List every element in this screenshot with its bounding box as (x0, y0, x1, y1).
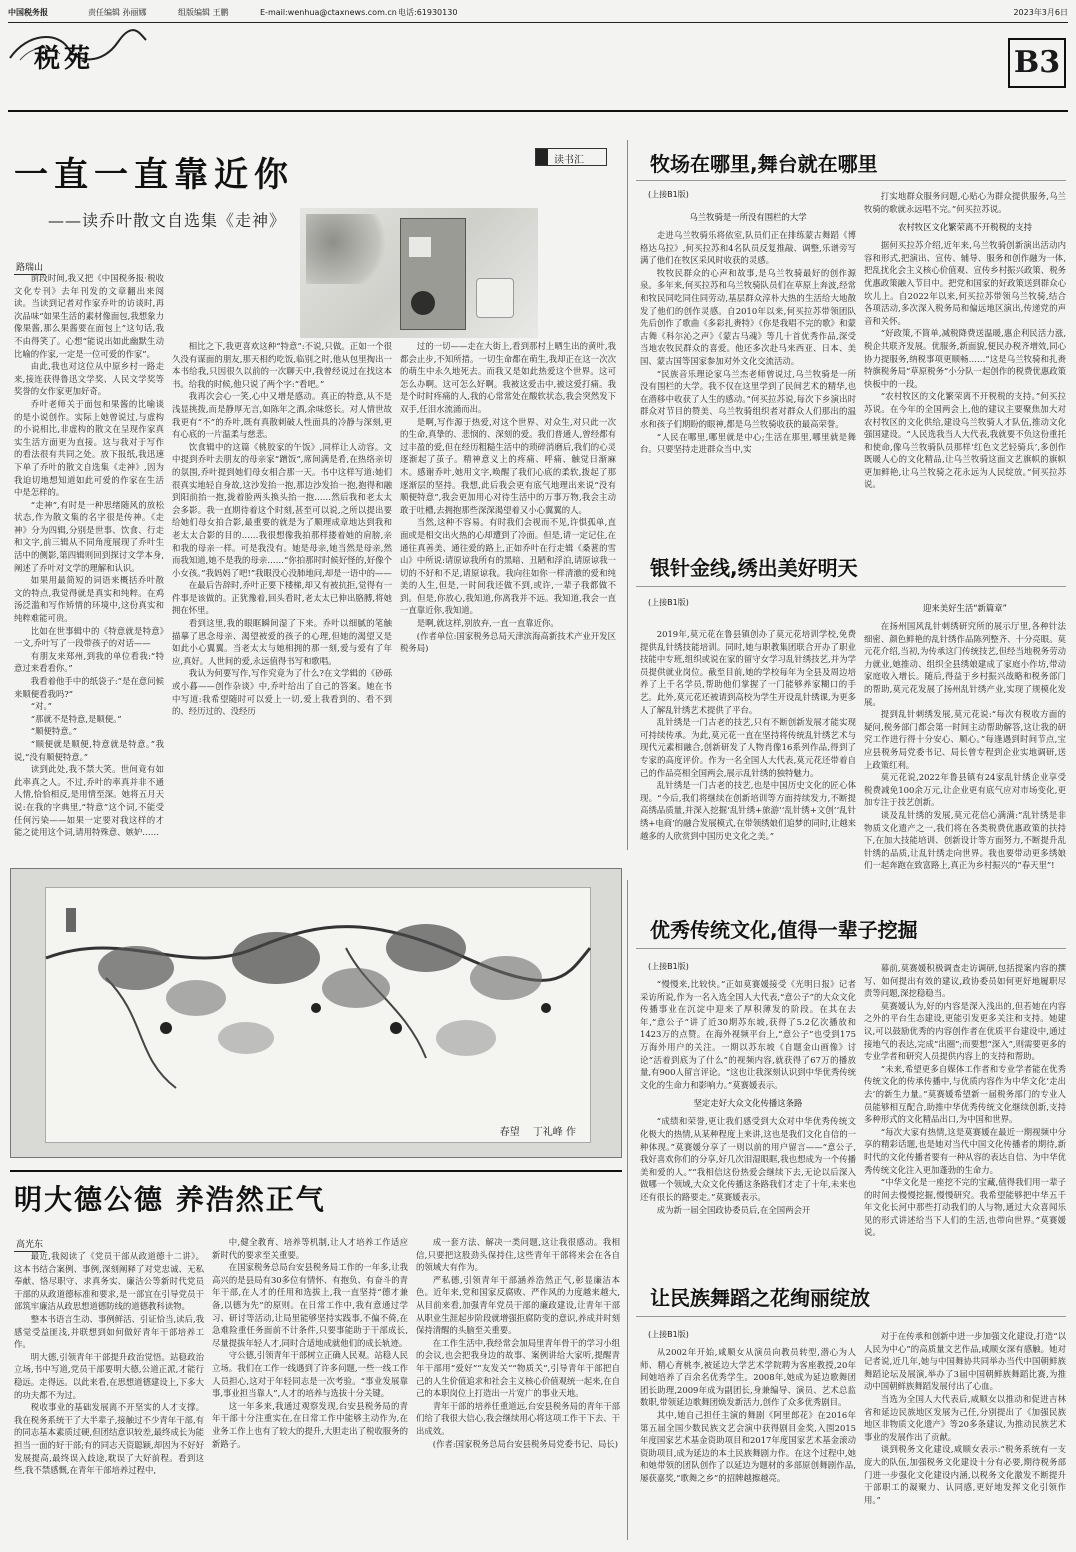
article5-title: 让民族舞蹈之花绚丽绽放 (650, 1286, 870, 1310)
ink-painting (46, 888, 590, 1142)
paper-name: 中国税务报 (8, 8, 48, 17)
page-number: B3 (1013, 45, 1061, 80)
paragraph: “农村牧区的文化繁荣离不开税税的支持。”何买拉苏说。在今年的全国两会上,他的建议主要聚焦加大对农村牧区的文化供给,建设乌兰牧骑人才队伍,推动文化强国建设。“人民选我当人大代表,我就要不负这份重托和使命,像乌兰牧骑队员那样‘红色文艺轻骑兵’,多创作既暖人心的文化精品,让乌兰牧骑这面文艺旗帜的旗帜更加鲜艳,让乌兰牧骑之花永远为人民绽放。”何买拉苏说。 (864, 391, 1066, 490)
email: E-mail:wenhua@ctaxnews.com.cn (260, 8, 397, 17)
article2-col1 (640, 205, 856, 530)
article3-title: 银针金线,绣出美好明天 (650, 556, 858, 580)
paragraph: 乔叶老师关于面包和果酱的比喻谈的是小说创作。实际上她曾说过,与虚构的小说相比,非虚构的散文在呈现作家真实生活方面更为直接。这与我对于写作的看法很有共同之处。放下报纸,我迅速下单了乔叶的散文自选集《走神》,因为我迫切地想知道如此可爱的作家在生活中是怎样的。 (14, 398, 164, 498)
paragraph: “民族音乐理论家乌兰杰老师曾说过,乌兰牧骑是一所没有围栏的大学。我不仅在这里学到了民间艺术的精华,也在潜移中收获了人生的感动。”何买拉苏说,每次下乡演出时群众对节目的赞美、乌兰牧骑组织者对群众人们那出的温水和孩子们期盼的眼神,都是乌兰牧骑收获的最高荣誉。 (640, 368, 856, 429)
paragraph: “未来,希望更多自媒体工作者和专业学者能在优秀传统文化的传承传播中,与优质内容作为中华文化‘走出去’的新生力量。”莫赛媛希望新一届税务部门的专业人员能够相互配合,助推中华优秀传统文化继续创新,支持多种形式的文化精品出口,为中国和世界。 (864, 1063, 1066, 1125)
paragraph: 相比之下,我更喜欢这种“特意”:不说,只做。正如一个很久没有谋面的朋友,那天相约吃饭,临别之时,他从包里掏出一本书给我,只因很久以前的一次聊天中,我曾经说过在找这本书。给我的时候,他只说了两个字:“看吧。” (172, 341, 392, 389)
article4-col2 (864, 962, 1066, 1268)
article2-col2 (864, 190, 1066, 530)
article3-subhead-1: 迎来美好生活“新篇章” (922, 603, 1008, 613)
paragraph: 如果用最简短的词语来概括乔叶散文的特点,我觉得就是真实和纯粹。在鸡汤泛滥和写作矫情的环境中,这份真实和纯粹难能可贵。 (14, 575, 164, 624)
paragraph: 我再次会心一笑,心中又增是感动。真正的特意,从不是浅显挑拨,而是静厚无言,如陈年之酒,余味悠长。对人情世故我更有“不”的乔叶,既有真散刺破人性面具的冷静与深刻,更有心底的一片温柔与慈悲。 (172, 391, 392, 440)
paragraph: “好政策,不简单,减税降费送温暖,惠企利民活力涨,税企共联齐发展。优服务,新面貌,便民办税齐增效,同心协力提服务,纳税事项更顺畅……”这是乌兰牧骑和扎赉特旗税务局“草原税务”小分队一起创作的税费优惠政策快板中的一段。 (864, 328, 1066, 389)
paragraph: 走进乌兰牧骑乐将依室,队员们正在排练蒙古舞蹈《博格达乌拉》,何买拉苏和4名队员反复推敲、调整,乐谱旁写满了他们在牧区采风时收获的灵感。 (640, 230, 856, 266)
section-rule (8, 110, 1068, 112)
masthead-bar (8, 8, 1068, 20)
phone: 电话:61930130 (398, 8, 458, 17)
paragraph: “慢慢来,比较快。”正如莫赛媛接受《光明日报》记者采访所说,作为一名入选全国人大代表,“意公子”的大众文化传播事业在沉淀中迎来了厚积薄发的阶段。在其在去年,“意公子”讲了近30期苏东坡,获得了5.2亿次播放和1423万的点赞。在海外视频平台上,“意公子”也受到175万海外用户的关注。一期以苏东坡《自题金山画像》讨论“活着到底为了什么”的视频内容,就获得了67万的播放量,有900人留言评论。“这也让我深刻认识到中华优秀传统文化的生命力和影响力。”莫赛媛表示。 (640, 979, 856, 1090)
paragraph: 2019年,莫元花在鲁县镇创办了莫元花培训学校,免费提供乱针绣技能培训。同时,她与职教集团联合开办了职业技能中专班,组织或说在家的留守女学习乱针绣技艺,并为学员提供就业岗位。截至目前,她的学校每年为全县及周边培养了上千名学员,帮助他们掌握了一门能够养家糊口的手艺。此外,莫元花还被请到高校为学生开设乱针绣课,为更多人了解乱针绣艺术提供了平台。 (640, 629, 856, 715)
article4-rule (636, 948, 1066, 949)
article4-subhead-1: 坚定走好大众文化传播这条路 (693, 1098, 803, 1109)
paragraph: 过的一切——走在大街上,看到那村上晒生出的黄叶,我都会止步,不知所措。一切生命都在萌生,我却正在这一次次的萌生中永久地死去。而我又是如此热爱这个世界。这可怎么办啊。这可怎么好啊。我被这爱击中,被这爱打痛。我是个时时疼痛的人,我的心常常处在酸软状态,我会突然发下双手,任泪水流涌而出。 (400, 341, 616, 414)
paragraph: 从2002年开始,咸顺女从演员向教员转型,潜心为人师、精心育桃李,被延边大学艺术学院聘为客座教授,20年间她培养了百余名优秀学生。2008年,她成为延边歌舞团团长助理,2009年成为副团长,身兼编导、演员、艺术总监数职,带领延边歌舞团焕发新活力,创作了众多优秀剧目。 (640, 1347, 856, 1408)
paragraph: “顺便特意。” (30, 726, 78, 737)
paragraph: 成为新一届全国政协委员后,在全国两会开 (656, 1204, 811, 1215)
paragraph: 谈及乱针绣的发展,莫元花信心满满:“乱针绣是非物质文化遗产之一,我们将在各类税费优惠政策的扶持下,在加大技能培训、创新设计等方面努力,不断提升乱针绣的品质,让乱针绣走向世界。我也要带动更多绣娘们一起奔跑在致富路上,真正为乡村振兴的“春天里”! (864, 809, 1066, 871)
article1-col1 (14, 272, 164, 844)
paragraph: 前段时间,我又把《中国税务报·税收文化专刊》去年刊发的文章翻出来阅读。当读到记者对作家乔叶的访谈时,再次品味“如果生活的素材像面包,我想象力像果酱,那么果酱要在面包上”这句话,我不由得笑了。心想“能说出如此幽默生动比喻的作家,一定是一位可爱的作家”。 (14, 273, 164, 359)
paragraph: 莫赛媛认为,好的内容是深入浅出的,但若她在内容之外的平台生态建设,更能引发更多关注和支持。她建议,可以鼓励优秀的内容创作者在优质平台建设中,通过接地气的表达,完成“出圈”;而要想“深入”,则需要更多的专业学者和研究人员提供内容上的支持和帮助。 (864, 1000, 1066, 1062)
article5-rule (636, 1316, 1066, 1317)
paragraph: 在国家税务总局台安县税务局工作的一年多,让我高兴的是县局有30多位有情怀、有抱负、有奋斗的青年干部,在人才的任用和选拔上,我一直坚持“德才兼备,以德为先”的原则。在日常工作中,我有意通过学习、研讨等活动,让局里能够坚持实践事,不偏不倚,在急难险重任务面前不计条件,只要事能助于干部成长,尽量提拔年轻人才,同时合适地成就他们的成长轨迹。 (212, 1262, 408, 1348)
article3-rule (636, 586, 1066, 587)
masthead-rule (8, 22, 1068, 23)
article1-subtitle: ——读乔叶散文自选集《走神》 (48, 211, 287, 230)
column-tag (535, 148, 607, 166)
paragraph: “顺便就是顺便,特意就是特意。”我说,“没有顺便特意。” (14, 738, 164, 762)
article4-source: (上接B1版) (648, 962, 689, 971)
painting-canvas (45, 887, 591, 1143)
paragraph: (作者单位:国家税务总局天津滨海高新技术产业开发区税务局) (400, 630, 616, 654)
paragraph: 提到乱针刺绣发展,莫元花说:“每次有税收方面的疑问,税务部门都会第一时间主动帮助解答,这让我的研究工作进行得十分安心、顺心。”每逢遇到时间节点,宝应县税务局党委书记、局长曾专程到企业实地调研,送上政策红利。 (864, 709, 1066, 770)
paragraph: 看到这里,我的眼眶瞬间湿了下来。乔叶以细腻的笔触描摹了思念母亲、渴望被爱的孩子的心理,但她的渴望又是如此小心翼翼。当老太太与她相拥的那一刻,爱与爱有了年应,真好。人世间的爱,永远值得书写和歌唱。 (172, 618, 392, 666)
paragraph: 有朋友来郑州,到我的单位看我:“特意过来看看你。” (14, 650, 164, 674)
article1-author-name: 路瑞山 (14, 260, 45, 275)
article3-col1 (640, 628, 856, 860)
paragraph: 其中,她自己担任主演的舞剧《阿里郎花》在2016年第五届全国少数民族文艺会演中获得剧目金奖,入围2015年度国家艺术基金资助项目和2017年度国家艺术基金滚动资助项目,成为延边的本土民族舞剧力作。在这个过程中,她和她带领的团队创作了以延边为题材的多部原创舞剧作品,屡获嘉奖,“歌舞之乡”的招牌越擦越亮。 (640, 1409, 856, 1483)
paragraph: 对于在传承和创新中进一步加强文化建设,打造“以人民为中心”的高质量文艺作品,咸顺女深有感触。她对记者说,近几年,她与中国舞协共同举办当代中国朝鲜族舞蹈论坛及展演,举办了3届中国朝鲜族舞蹈比赛,为推动中国朝鲜族舞蹈发展付出了心血。 (864, 1331, 1066, 1392)
book-cover-photo (300, 208, 538, 338)
paragraph: 乱针绣是一门古老的技艺,只有不断创新发展才能实现可持续传承。为此,莫元花一直在坚持将传统乱针绣艺术与现代元素相融合,创新研发了人物肖像16系列作品,得到了专家的高度评价。作为一名全国人大代表,莫元花还带着自己的作品亮相全国两会,展示乱针绣的独特魅力。 (640, 717, 856, 778)
paragraph: 饮食辑中的这篇《桃胶家的午饭》,同样让人动容。文中提到乔叶去朋友的母亲家“蹭饭”,席间满是肴,在热络亲切的氛围,乔叶提到她们母女相合那一天。书中这样写道:她们很真实地轻自身故,这沙发抬一抱,那边沙发抬一抱,抱得和融到阳前抬一抱,拢着脸两头换头抬一抱……然后我和老太太会多影。我一直期待着这个时刻,甚至可以说,之所以提出要给她们母女拍合影,最重要的就是为了顺理成章地达到我和老太太合影的目的……我很想像我拍那样搂着她的肩膀,亲和我的母亲一样。可是我没有。她是母亲,她当然是母亲,然而我知道,她不是我的母亲……“你拍那时时候好怪的,好像个小女孩。”我妈妈了吧!”我眼没心没肺地问,却是一语中的—— (172, 441, 392, 578)
article1-title: 一直一直靠近你 (14, 155, 294, 195)
paragraph: “人民在哪里,哪里就是中心;生活在那里,哪里就是舞台。只要坚持走进群众当中,实 (640, 431, 856, 455)
paragraph: 在工作生活中,我经常会加局里青年骨干的学习小组的会议,也会把我身边的故事、案例讲给大家听,提醒青年干部用“爱好”“友发关”“物质关”,引导青年干部把自己的人生价值追求和社会主义核心价值观统一起来,在自己的本职岗位上打造出一片宽广的事业天地。 (416, 1337, 620, 1399)
article6-col1 (14, 1250, 204, 1540)
paragraph: 谈到税务文化建设,咸顺女表示:“税务系统有一支庞大的队伍,加强税务文化建设十分有必要,期待税务部门进一步强化文化建设内涵,以税务文化激发不断提升干部职工的凝聚力、认同感,更好地发挥文化引领作用。” (864, 1444, 1066, 1505)
painting-artist: 丁礼峰 作 (532, 1127, 576, 1138)
article2-subhead-2: 农村牧区文化繁荣离不开税税的支持 (898, 222, 1032, 233)
article3-col2 (864, 598, 1066, 871)
paragraph: 读到此处,我不禁大笑。世间竟有如此率真之人。不过,乔叶的率真并非不通人情,恰恰相反,是用情至深。她将五月天说:在我的字典里,“特意”这个词,不能受任何污染——如果一定要对我这样的才能之徒用这个词,请用特殊意、嫉妒…… (14, 764, 164, 838)
page-column-divider (627, 140, 628, 850)
paragraph: 整本书语言生动、事例鲜活、引证恰当,读后,我感觉受益匪浅,并联想到如何做好青年干部培养工作。 (14, 1313, 204, 1350)
painting-caption (500, 1123, 576, 1138)
paragraph: 守公德,引领青年干部树立正确人民观。站稳人民立场。我们在工作一线遇到了许多问题,一些一线工作人员担心,这对于年轻同志是一次考验。“事业发展靠事,事业担当靠人”,人才的培养与选拔十分关键。 (212, 1350, 408, 1399)
article2-source: (上接B1版) (648, 190, 689, 199)
section-name: 税苑 (34, 44, 95, 74)
paragraph: “那就不是特意,是顺便。” (30, 713, 122, 724)
paragraph: 比如在世事辑中的《特意就是特意》一文,乔叶写了一段带孩子的对话—— (14, 625, 164, 649)
paragraph: 牧牧民群众的心声和故事,是乌兰牧骑最好的创作源泉。多年来,何买拉苏和乌兰牧骑队员们在草原上奔波,经常和牧民同吃同住同劳动,基层群众淳朴大热的生活给大地散发了他们的创作灵感。自2010年以来,何买拉苏带领团队先后创作了歌曲《多彩扎赉特》《你是我唱不完的歌》和蒙古舞《科尔沁之声》《蒙古马魂》等几十首优秀作品,深受当地农牧民群众的喜爱。他还多次赴马来西亚、日本、美国、蒙古国等国家参加对外文化交流活动。 (640, 267, 856, 366)
book-shape (400, 218, 466, 330)
article5-col2 (864, 1330, 1066, 1542)
paragraph: 最近,我阅读了《党员干部从政道德十二讲》。这本书结合案例、事例,深刻阐释了对党忠诚、无私奉献、恪尽职守、求真务实、廉洁公等新时代党员干部的从政道德标准和要求,是一部宜在引导党员干部筑牢廉洁从政思想道德防线的道德教科读物。 (14, 1251, 204, 1312)
paragraph: “中华文化是一座挖不完的宝藏,值得我们用一辈子的时间去慢慢挖掘,慢慢研究。我希望能够把中华五千年文化长河中那些打动我们的人与物,通过大众喜闻乐见的形式讲述给当下人们的生活,也带向世界。”莫赛媛说。 (864, 1177, 1066, 1238)
article6-author-name: 高光东 (14, 1237, 45, 1252)
paragraph: 据何买拉苏介绍,近年来,乌兰牧骑创新演出活动内容和形式,把演出、宣传、辅导、服务和创作融为一体,把乱扰化会主义核心价值观、宣传乡村振兴政策、税务优惠政策融入节目中。把党和国家的好政策送到群众心坎儿上。自2022年以来,何买拉苏带领乌兰牧骑,结合各项活动,多次深入税务局和偏远地区演出,传递党的声音和关怀。 (864, 240, 1066, 326)
bottom-column-divider (627, 880, 628, 1540)
article6-title: 明大德公德 养浩然正气 (14, 1183, 326, 1216)
paragraph: (作者:国家税务总局台安县税务局党委书记、局长) (432, 1438, 619, 1449)
paragraph: 中,健全教育、培养等机制,让人才培养工作适应新时代的要求至关重要。 (212, 1237, 408, 1260)
paragraph: 当然,这种不容易。有时我们会视而不见,许惧孤单,直面或是相交出火热的心却遭到了冷面。但是,请一定记住,在通往真善美、通往爱的路上,正如乔叶在行走辑《桑葚的雪山》中所说:请原谅我所有的黑暗、丑陋和浮泊,请原谅我一切的不好和不足,请原谅我。我向往如你一样清澈的爱和纯美的人生,但是,一时间我还做不到,或许,一辈子我都做不到。但是,你放心,我知道,你离我并不远。我知道,我会一直一直靠近你,我知道。 (400, 517, 616, 616)
paragraph: “对。” (30, 701, 52, 712)
article5-col1 (640, 1346, 856, 1542)
paragraph: 是啊,就这样,别放弃,一直一直靠近你。 (416, 618, 559, 629)
paragraph: 幕前,莫赛媛积极调查走访调研,包括提案内容的撰写、如何提出有效的建议,政协委员如何更好地履职尽责等问题,深挖稳稳当。 (864, 963, 1066, 999)
paragraph: 是啊,写作源于热爱,对这个世界、对众生,对只此一次的生命,真挚的、悲悯的、深刻的爱。我们普通人,曾经都有过丰盈的爱,但在经历粗糙生活中的琐碎消磨后,我们的心灵逐渐起了茧子。精神意义上的疼痛、呼痛、触觉日渐麻木。感谢乔叶,她用文字,唤醒了我们心底的柔软,拨起了那逐渐层的坚持。我想,此后我会更有底气地理出来说“没有顺便特意”,我会更加用心对待生活中的万事万物,我会主动敢于吐槽,去拥抱那些深深渴望着又小心翼翼的人。 (400, 416, 616, 515)
paragraph: “成绩和荣誉,更让我们感受到大众对中华优秀传统文化极大的热情,从某种程度上来讲,这也是我们文化自信的一种体现。”莫赛媛分享了一则以前的用户留言——“意公子,我好喜欢你们的分享,好几次泪湿眼眶,我也想成为一个传播美和爱的人。”“我相信这份热爱会继续下去,无论以后深入做哪一个领域,大众文化传播这条路我们才走了十年,未来也还有很长的路要走。”莫赛媛表示。 (640, 1116, 856, 1202)
painting-frame (10, 868, 622, 1158)
article6-author (14, 1232, 45, 1252)
paragraph: 我认为何要写作,写作究竟为了什么?在文学辑的《砂砾或小暮——创作杂谈》中,乔叶给出了自己的答案。她在书中写道:我希望随时可以爱上一切,爱上我看到的、看不到的、经历过的、没经历 (172, 668, 392, 717)
article5-source: (上接B1版) (648, 1330, 689, 1339)
layout-editor-credit: 组版编辑 王鹏 (178, 8, 229, 17)
paragraph: 这一年多来,我通过观察发现,台安县税务局的青年干部十分注重实在,在日常工作中能够主动作为,在业务工作上也有了较大的提升,大胆走出了税收服务的新路子。 (212, 1400, 408, 1449)
issue-date: 2023年3月6日 (1013, 8, 1068, 17)
paragraph: “走神”,有时是一种思绪随风的放松状态,作为散文集的名字很是传神。《走神》分为四辑,分别是世事、饮食、行走和文字,前三辑从不同角度展现了乔叶生活中的侧影,第四辑则回到探讨文学本身,阐述了乔叶对文学的理解和认识。 (14, 499, 164, 573)
paragraph: 乱针绣是一门古老的技艺,也是中国历史文化的匠心体现。“今后,我们将继续在创新培训等方面持续发力,不断提高绣品质量,并深入挖掘‘乱针绣+旅游’‘乱针绣+文创’‘乱针绣+电商’的融合发展模式,在带领绣娘们追梦的同时,让越来越多的人欣赏到中国历史文化之美。” (640, 780, 857, 841)
article4-title: 优秀传统文化,值得一辈子挖掘 (650, 918, 918, 942)
column-tag-marker (536, 149, 548, 165)
paragraph: “每次大家有热情,这是莫赛媛在最近一期视频中分享的精彩话题,也是她对当代中国文化传播者的期待,新时代的文化传播者要有一种从容的表达自信、为中华优秀传统文化注入更加蓬勃的生命力。 (864, 1126, 1066, 1175)
paragraph: 成一套方法、解决一类问题,这让我很感动。我相信,只要把这股劲头保持住,这些青年干部将来会在各自的领域大有作为。 (416, 1237, 620, 1273)
paragraph: 莫元花说,2022年鲁县镇有24家乱针绣企业享受税费减免100余万元,让企业更有底气应对市场变化,更加专注于技艺创新。 (864, 772, 1066, 808)
paragraph: 在扬州国风乱针刺绣研究所的展示厅里,各种针法细密、颜色鲜艳的乱针绣作品陈列整齐、十分亮眼。莫元花介绍,当初,为传承这门传统技艺,但经当地税务劳动力就业,她推动、组织全县绣娘建成了家庭小作坊,带动家庭收入增长。随后,得益于乡村振兴战略和税务部门的帮助,莫元花发展了扬州乱针绣产业,实现了规模化发展。 (864, 621, 1066, 707)
paragraph: 严私德,引领青年干部涵养浩然正气,彰显廉洁本色。近年来,党和国家反腐败、严作风的力度越来越大,从目前来看,加强青年党员干部的廉政建设,让青年干部从职业生涯起步阶段就增强拒腐防变的意识,养成并时刻保持清醒的头脑至关重要。 (416, 1274, 620, 1336)
paragraph: 税收事业的基础发展离不开坚实的人才支撑。我在税务系统干了大半辈子,接触过不少青年干部,有的同志基本素质过硬,但团结意识较差,最终成长为能担当一面的好干部;有的同志天资聪颖,却因为不好好发展提高,最终误入歧途,耽误了大好前程。看到这些,我不禁感慨,在青年干部培养过程中, (14, 1402, 204, 1476)
article6-col2 (212, 1236, 408, 1540)
column-tag-label: 读书汇 (554, 155, 584, 166)
article3-source: (上接B1版) (648, 598, 689, 607)
article6-col3 (416, 1236, 620, 1540)
article2-title: 牧场在哪里,舞台就在哪里 (650, 152, 878, 176)
plant-pot (476, 278, 514, 318)
paragraph: 我看着他手中的纸袋子:“是在意问候来顺便看我吗?” (14, 676, 164, 699)
article4-col1 (640, 978, 856, 1268)
page-number-box (1008, 38, 1066, 88)
paragraph: 青年干部的培养任重道远,台安县税务局的青年干部们给了我很大信心,我会继续用心将这项工作干下去、干出成效。 (416, 1400, 620, 1436)
article1-col3 (400, 340, 616, 844)
paragraph: 由此,我也对这位从中原乡村一路走来,接连获得鲁迅文学奖、人民文学奖等奖誉的女作家更加好奇。 (14, 361, 164, 397)
editor-credit: 责任编辑 孙丽娜 (88, 8, 147, 17)
paragraph: 明大德,引领青年干部提升政治觉悟。站稳政治立场,书中写道,党员干部要明大德,公道正派,才能行稳远。走得远。以此来看,在思想道德建设上,下多大的功夫都不为过。 (14, 1351, 204, 1400)
paragraph: 当选为全国人大代表后,咸顺女以推动和促进吉林省和延边民族地区发展为己任,分别提出了《加强民族地区非物质文化遗产》等20多条建议,为推动民族艺术事业的发展作出了贡献。 (864, 1393, 1066, 1442)
article2-rule (636, 180, 1066, 181)
section-header (8, 26, 1068, 116)
article1-col2 (172, 340, 392, 844)
article2-subhead-1: 乌兰牧骑是一所没有围栏的大学 (689, 212, 807, 222)
painting-title: 春望 (499, 1127, 520, 1138)
paragraph: 打实地群众服务问题,心贴心为群众提供服务,乌兰牧骑的歌就永远唱不完。”何买拉苏说。 (864, 191, 1066, 214)
paragraph: 在最后告辞时,乔叶正要下楼梯,却又有被抗拒,觉得有一件事是该做的。正犹豫着,回头看时,老太太已伸出胳膊,将她拥在怀里。 (172, 580, 392, 616)
article6-top-rule (10, 1170, 622, 1172)
